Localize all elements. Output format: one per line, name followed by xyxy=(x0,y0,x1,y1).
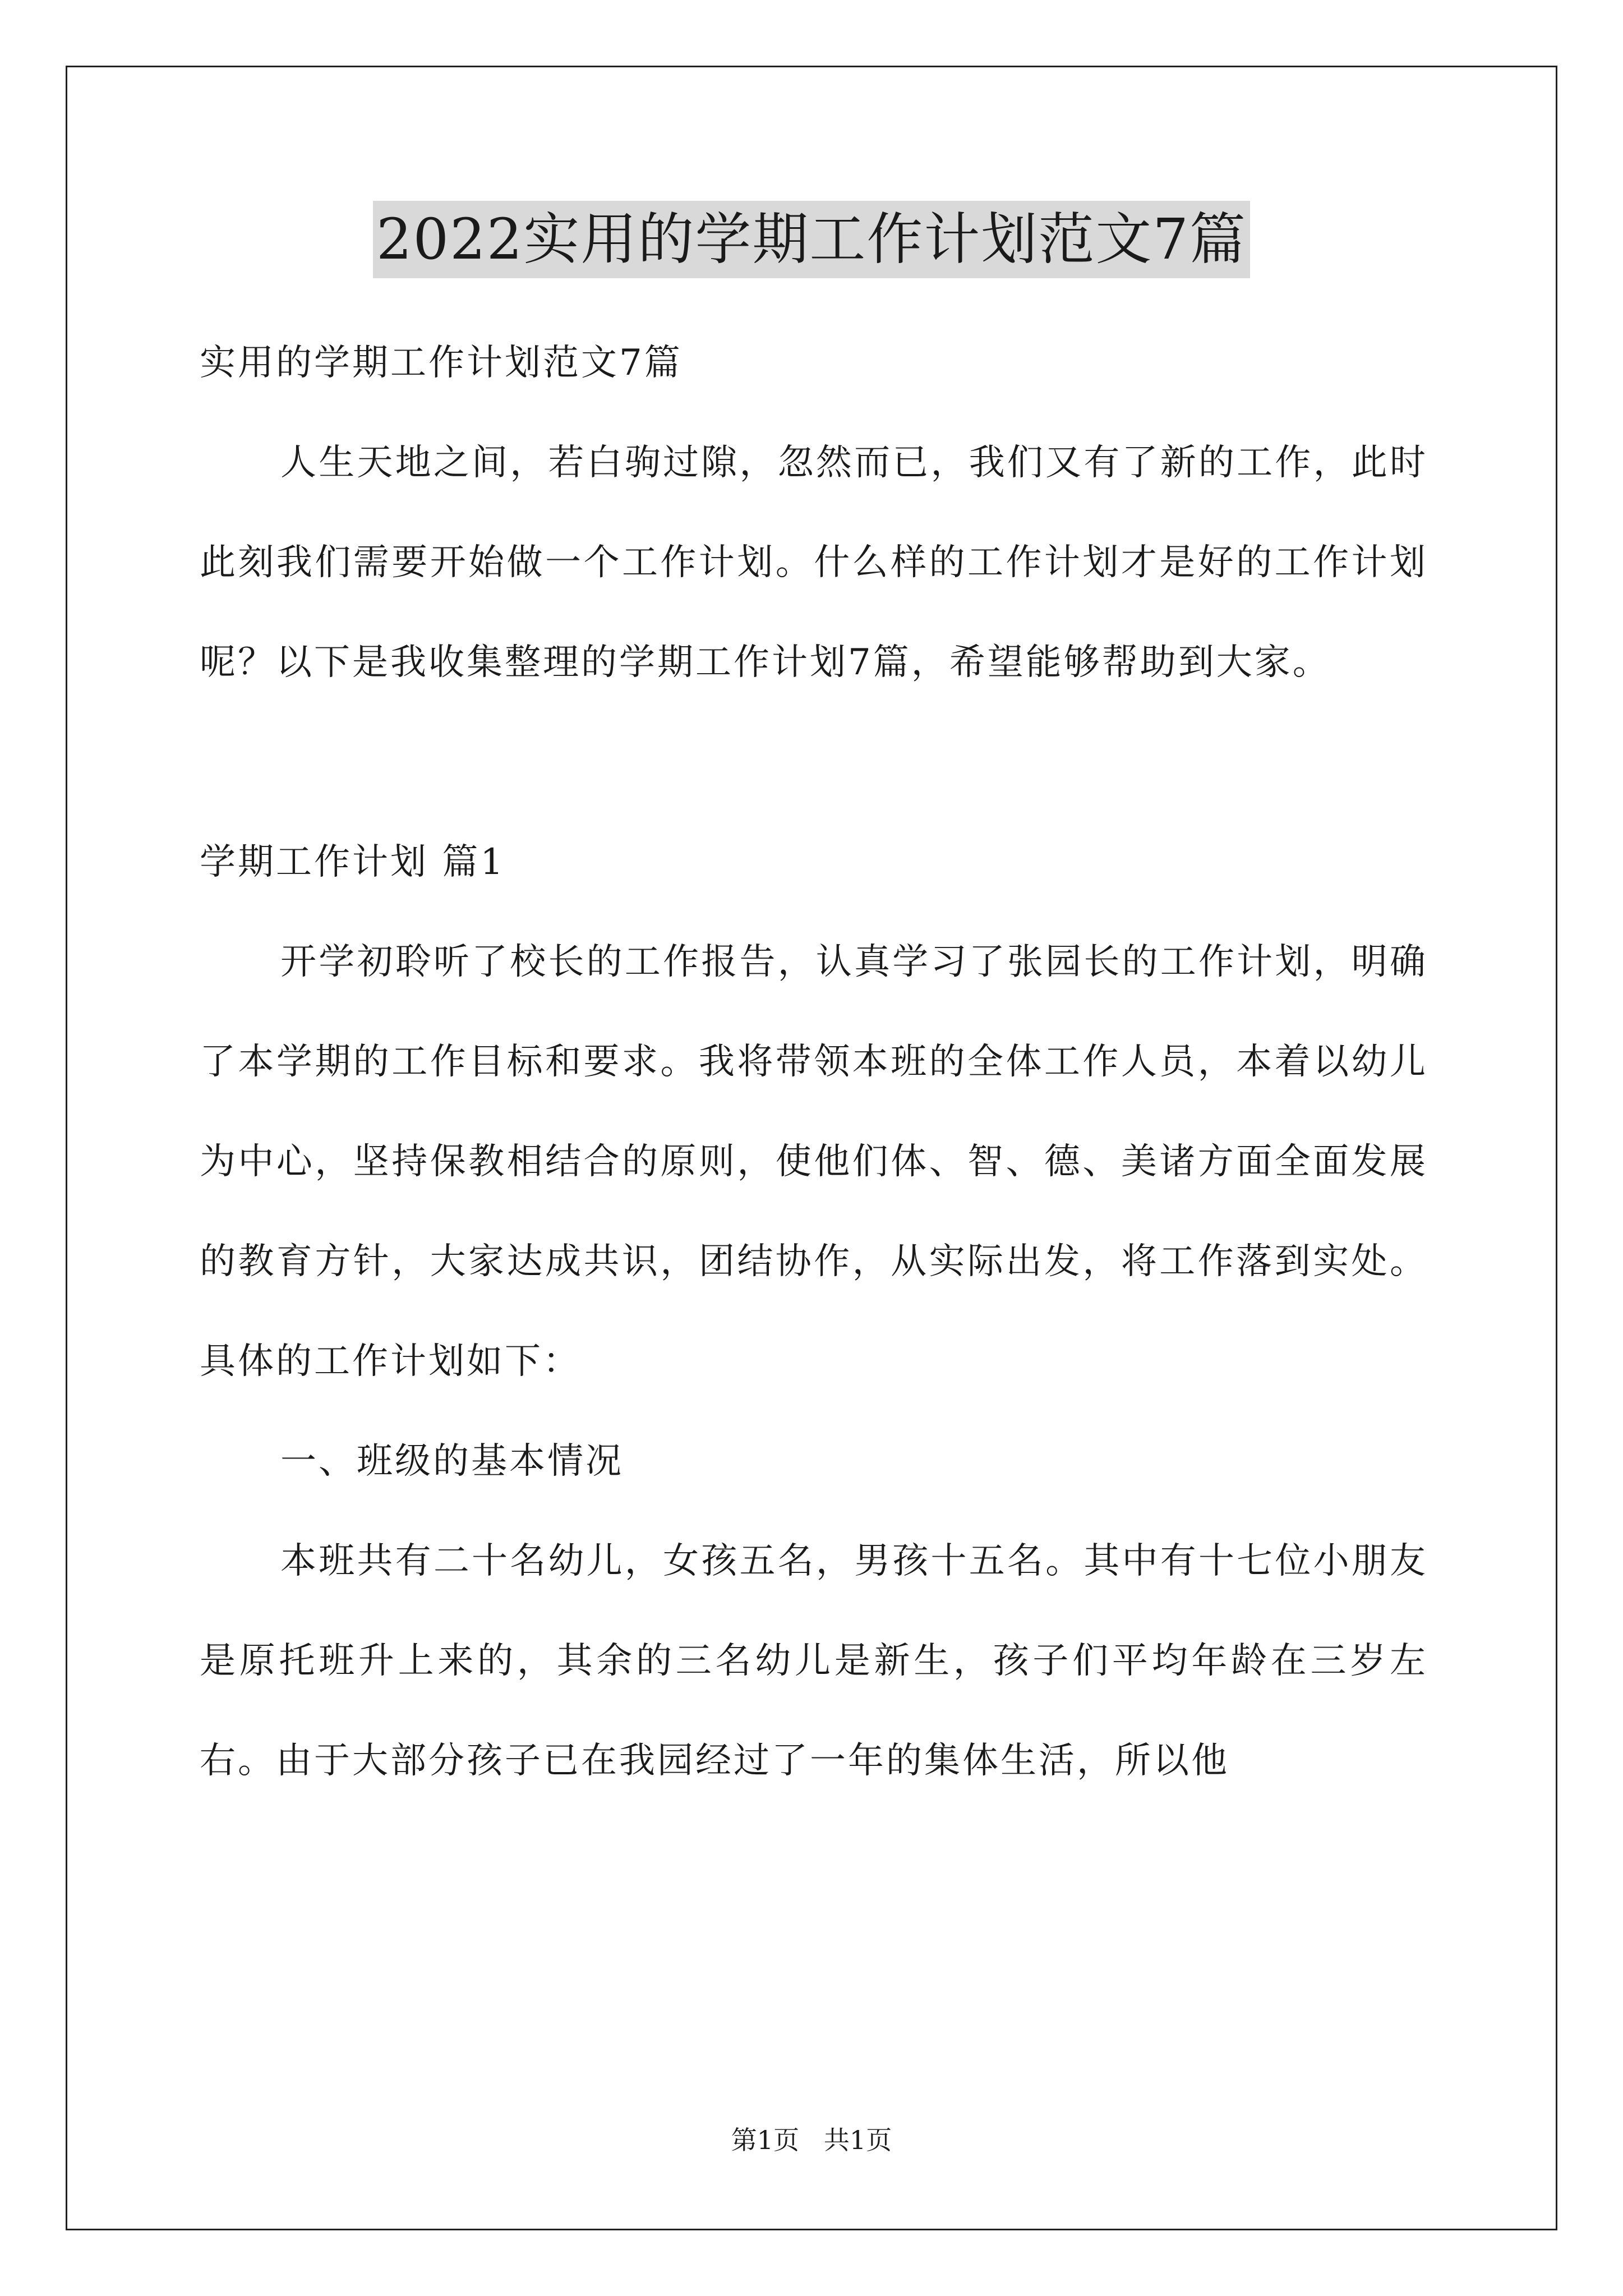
document-subtitle: 实用的学期工作计划范文7篇 xyxy=(200,342,683,384)
subsection-heading: 一、班级的基本情况 xyxy=(280,1441,624,1482)
title-container xyxy=(0,201,1623,278)
section-paragraph: 开学初聆听了校长的工作报告，认真学习了张园长的工作计划，明确了本学期的工作目标和要求。我将带领本班的全体工作人员，本着以幼儿为中心，坚持保教相结合的原则，使他们体、智、德、美诸方面全面发展的教育方针，大家达成共识，团结协作，从实际出发，将工作落到实处。具体的工作计划如下： xyxy=(200,941,1428,1382)
document-title: 2022实用的学期工作计划范文7篇 xyxy=(373,201,1250,278)
document-body xyxy=(200,313,1428,1811)
section-paragraph: 本班共有二十名幼儿，女孩五名，男孩十五名。其中有十七位小朋友是原托班升上来的，其余的三名幼儿是新生，孩子们平均年龄在三岁左右。由于大部分孩子已在我园经过了一年的集体生活，所以他 xyxy=(200,1540,1428,1782)
page-footer: 第1页 共1页 xyxy=(731,2125,892,2155)
intro-paragraph: 人生天地之间，若白驹过隙，忽然而已，我们又有了新的工作，此时此刻我们需要开始做一个工作计划。什么样的工作计划才是好的工作计划呢？以下是我收集整理的学期工作计划7篇，希望能够帮助到大家。 xyxy=(200,442,1428,683)
section-heading: 学期工作计划 篇1 xyxy=(200,841,506,883)
